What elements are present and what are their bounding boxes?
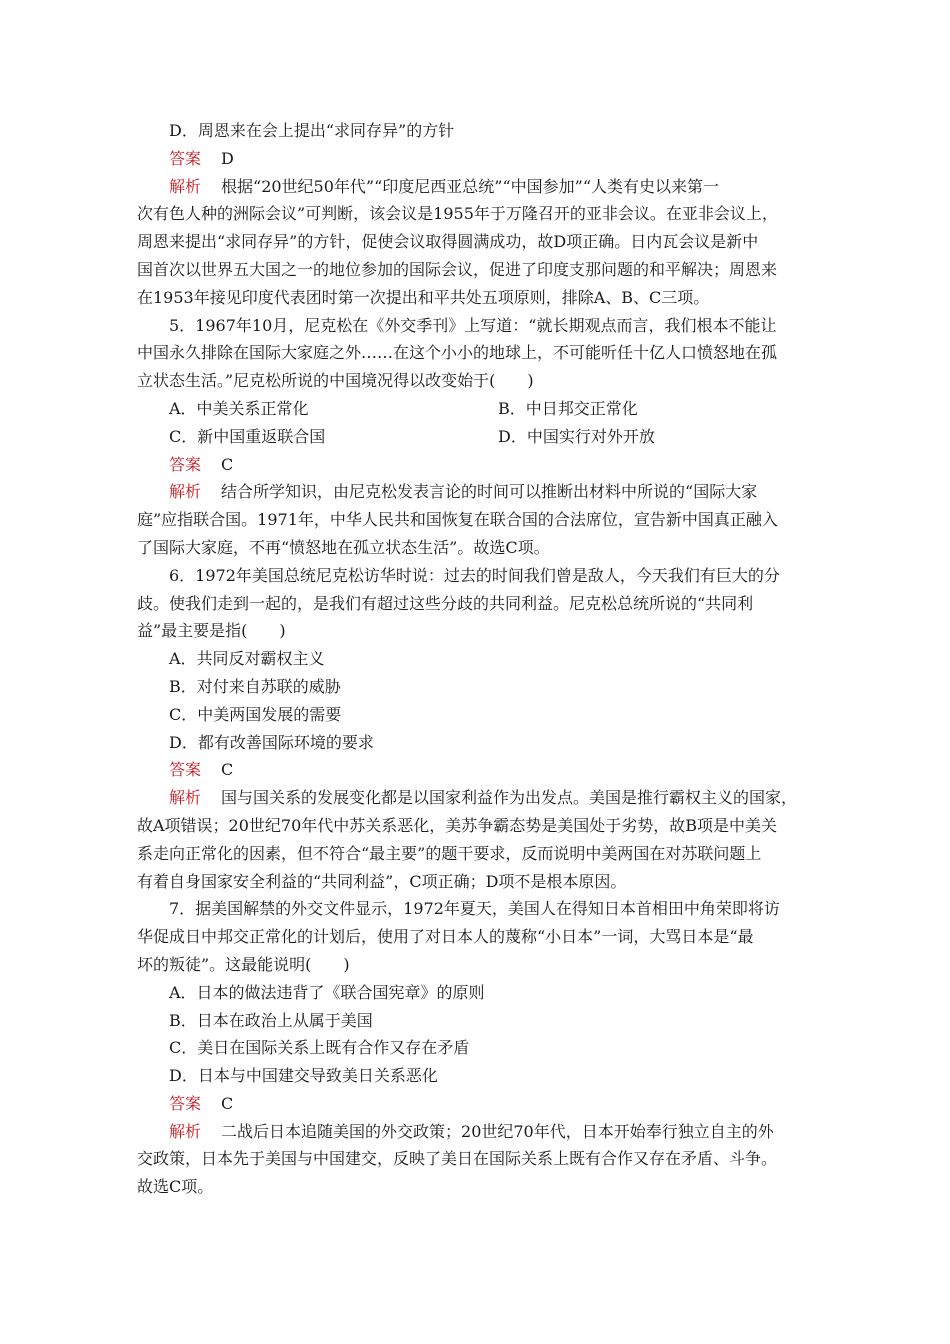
q5-answer [137, 451, 827, 479]
q6-stem-line: 歧。使我们走到一起的，是我们有超过这些分歧的共同利益。尼克松总统所说的“共同利 [137, 593, 754, 613]
answer-value: C [221, 760, 234, 780]
q7-analysis-line: 交政策，日本先于美国与中国建交，反映了美日在国际关系上既有合作又存在矛盾、斗争。 [137, 1149, 778, 1169]
q6-analysis-line [137, 784, 827, 812]
q6-option-c: C．中美两国发展的需要 [169, 704, 342, 724]
analysis-text: 根据“20世纪50年代”“印度尼西亚总统”“中国参加”“人类有史以来第一 [221, 176, 719, 196]
q4-answer [137, 145, 827, 173]
q7-analysis-line [137, 1118, 827, 1146]
q6-analysis-line: 有着自身国家安全利益的“共同利益”，C项正确；D项不是根本原因。 [137, 871, 627, 891]
q4-analysis-line: 在1953年接见印度代表团时第一次提出和平共处五项原则，排除A、B、C三项。 [137, 287, 710, 307]
q7-option-b: B．日本在政治上从属于美国 [169, 1010, 373, 1030]
analysis-label: 解析 [169, 1121, 202, 1141]
q7-option-d: D．日本与中国建交导致美日关系恶化 [169, 1066, 438, 1086]
q7-analysis-line: 故选C项。 [137, 1177, 214, 1197]
analysis-text: 结合所学知识，由尼克松发表言论的时间可以推断出材料中所说的“国际大家 [221, 482, 758, 502]
q7-option-a: A．日本的做法违背了《联合国宪章》的原则 [169, 982, 485, 1002]
q7-stem-line: 坏的叛徒”。这最能说明( ) [137, 954, 350, 974]
q5-option-b: B．中日邦交正常化 [498, 398, 638, 418]
answer-value: D [221, 148, 234, 168]
q5-analysis-line: 了国际大家庭，不再“愤怒地在孤立状态生活”。故选C项。 [137, 537, 550, 557]
analysis-label: 解析 [169, 176, 202, 196]
q5-options-row [137, 423, 827, 451]
q6-answer [137, 756, 827, 784]
q4-analysis-line: 次有色人种的洲际会议”可判断，该会议是1955年于万隆召开的亚非会议。在亚非会议上， [137, 204, 778, 224]
q5-options-row [137, 395, 827, 423]
analysis-label: 解析 [169, 482, 202, 502]
q7-answer [137, 1090, 827, 1118]
q5-stem-line: 中国永久排除在国际大家庭之外……在这个小小的地球上，不可能听任十亿人口愤怒地在孤 [137, 343, 778, 363]
q4-analysis-line: 周恩来提出“求同存异”的方针，促使会议取得圆满成功，故D项正确。日内瓦会议是新中 [137, 232, 759, 252]
q6-analysis-line: 故A项错误；20世纪70年代中苏关系恶化，美苏争霸态势是美国处于劣势，故B项是中美关 [137, 815, 778, 835]
q5-stem-line: 立状态生活。”尼克松所说的中国境况得以改变始于( ) [137, 371, 534, 391]
page-content [137, 117, 827, 1201]
q6-stem-line: 6．1972年美国总统尼克松访华时说：过去的时间我们曾是敌人，今天我们有巨大的分 [169, 565, 780, 585]
q5-option-a: A．中美关系正常化 [169, 398, 309, 418]
q5-option-c: C．新中国重返联合国 [169, 426, 326, 446]
q6-analysis-line: 系走向正常化的因素，但不符合“最主要”的题干要求，反而说明中美两国在对苏联问题上 [137, 843, 762, 863]
answer-value: C [221, 1093, 234, 1113]
q5-analysis-line: 庭”应指联合国。1971年，中华人民共和国恢复在联合国的合法席位，宣告新中国真正融入 [137, 510, 778, 530]
answer-label: 答案 [169, 760, 202, 780]
analysis-text: 国与国关系的发展变化都是以国家利益作为出发点。美国是推行霸权主义的国家， [221, 788, 798, 808]
q5-stem-line: 5．1967年10月，尼克松在《外交季刊》上写道：“就长期观点而言，我们根本不能让 [169, 315, 777, 335]
q7-stem-line: 7．据美国解禁的外交文件显示，1972年夏天，美国人在得知日本首相田中角荣即将访 [169, 899, 780, 919]
q6-option-a: A．共同反对霸权主义 [169, 649, 325, 669]
q6-stem-line: 益”最主要是指( ) [137, 621, 286, 641]
q5-option-d: D．中国实行对外开放 [498, 426, 655, 446]
q4-analysis-line [137, 173, 827, 201]
q4-option-d: D．周恩来在会上提出“求同存异”的方针 [169, 121, 455, 140]
answer-value: C [221, 454, 234, 474]
q5-analysis-line [137, 478, 827, 506]
answer-label: 答案 [169, 148, 202, 168]
analysis-text: 二战后日本追随美国的外交政策；20世纪70年代，日本开始奉行独立自主的外 [221, 1121, 774, 1141]
q6-option-b: B．对付来自苏联的威胁 [169, 676, 341, 696]
answer-label: 答案 [169, 1093, 202, 1113]
q7-stem-line: 华促成日中邦交正常化的计划后，使用了对日本人的蔑称“小日本”一词，大骂日本是“最 [137, 927, 754, 947]
q7-option-c: C．美日在国际关系上既有合作又存在矛盾 [169, 1038, 470, 1058]
analysis-label: 解析 [169, 788, 202, 808]
q6-option-d: D．都有改善国际环境的要求 [169, 732, 374, 752]
q4-analysis-line: 国首次以世界五大国之一的地位参加的国际会议，促进了印度支那问题的和平解决；周恩来 [137, 259, 778, 279]
answer-label: 答案 [169, 454, 202, 474]
